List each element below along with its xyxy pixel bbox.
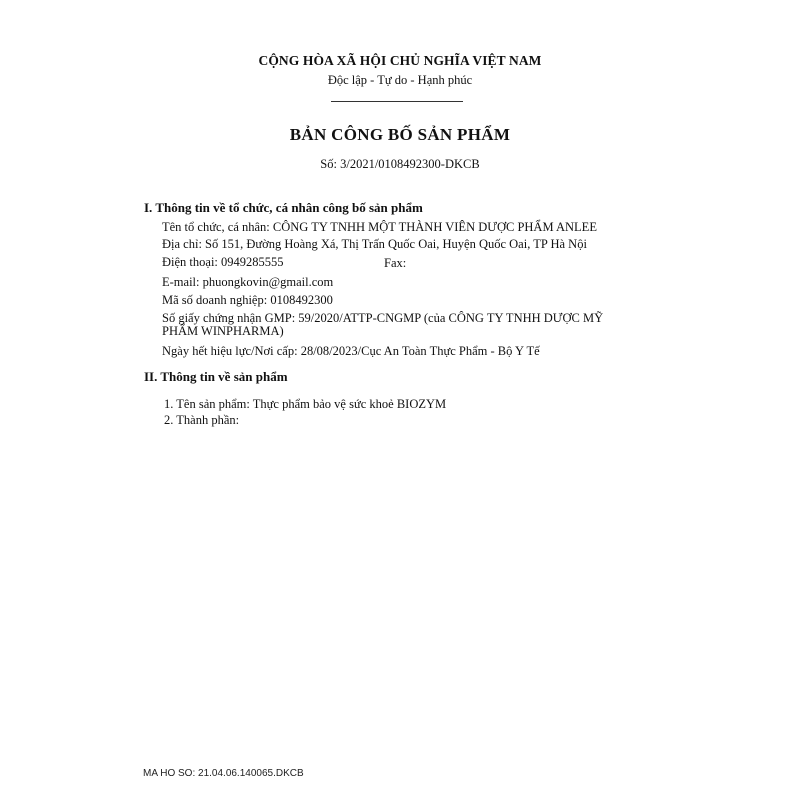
record-code: MA HO SO: 21.04.06.140065.DKCB [143,768,304,779]
gmp-certificate: Số giấy chứng nhận GMP: 59/2020/ATTP-CNGMP (của CÔNG TY TNHH DƯỢC MỸ PHẨM WINPHARMA) [162,311,604,338]
document-number: Số: 3/2021/0108492300-DKCB [320,157,480,171]
organization-phone: Điện thoại: 0949285555 [162,255,284,269]
section-2-heading: II. Thông tin về sản phẩm [144,369,288,384]
header-divider [331,101,463,102]
national-motto: Độc lập - Tự do - Hạnh phúc [327,73,473,87]
document-title: BẢN CÔNG BỐ SẢN PHẨM [289,125,511,144]
product-name-item: 1. Tên sản phẩm: Thực phẩm bảo vệ sức khoẻ BIOZYM [164,397,447,411]
section-1-heading: I. Thông tin về tổ chức, cá nhân công bố sản phẩm [144,200,423,215]
organization-address: Địa chỉ: Số 151, Đường Hoàng Xá, Thị Trấn Quốc Oai, Huyện Quốc Oai, TP Hà Nội [162,237,587,251]
organization-email: E-mail: phuongkovin@gmail.com [162,275,334,289]
organization-tax-code: Mã số doanh nghiệp: 0108492300 [162,293,333,307]
certificate-expiry: Ngày hết hiệu lực/Nơi cấp: 28/08/2023/Cục An Toàn Thực Phẩm - Bộ Y Tế [162,344,540,358]
organization-fax: Fax: [384,256,407,270]
organization-name: Tên tổ chức, cá nhân: CÔNG TY TNHH MỘT THÀNH VIÊN DƯỢC PHẨM ANLEE [162,220,597,234]
country-heading: CỘNG HÒA XÃ HỘI CHỦ NGHĨA VIỆT NAM [258,53,542,68]
product-ingredients-item: 2. Thành phần: [164,413,240,427]
